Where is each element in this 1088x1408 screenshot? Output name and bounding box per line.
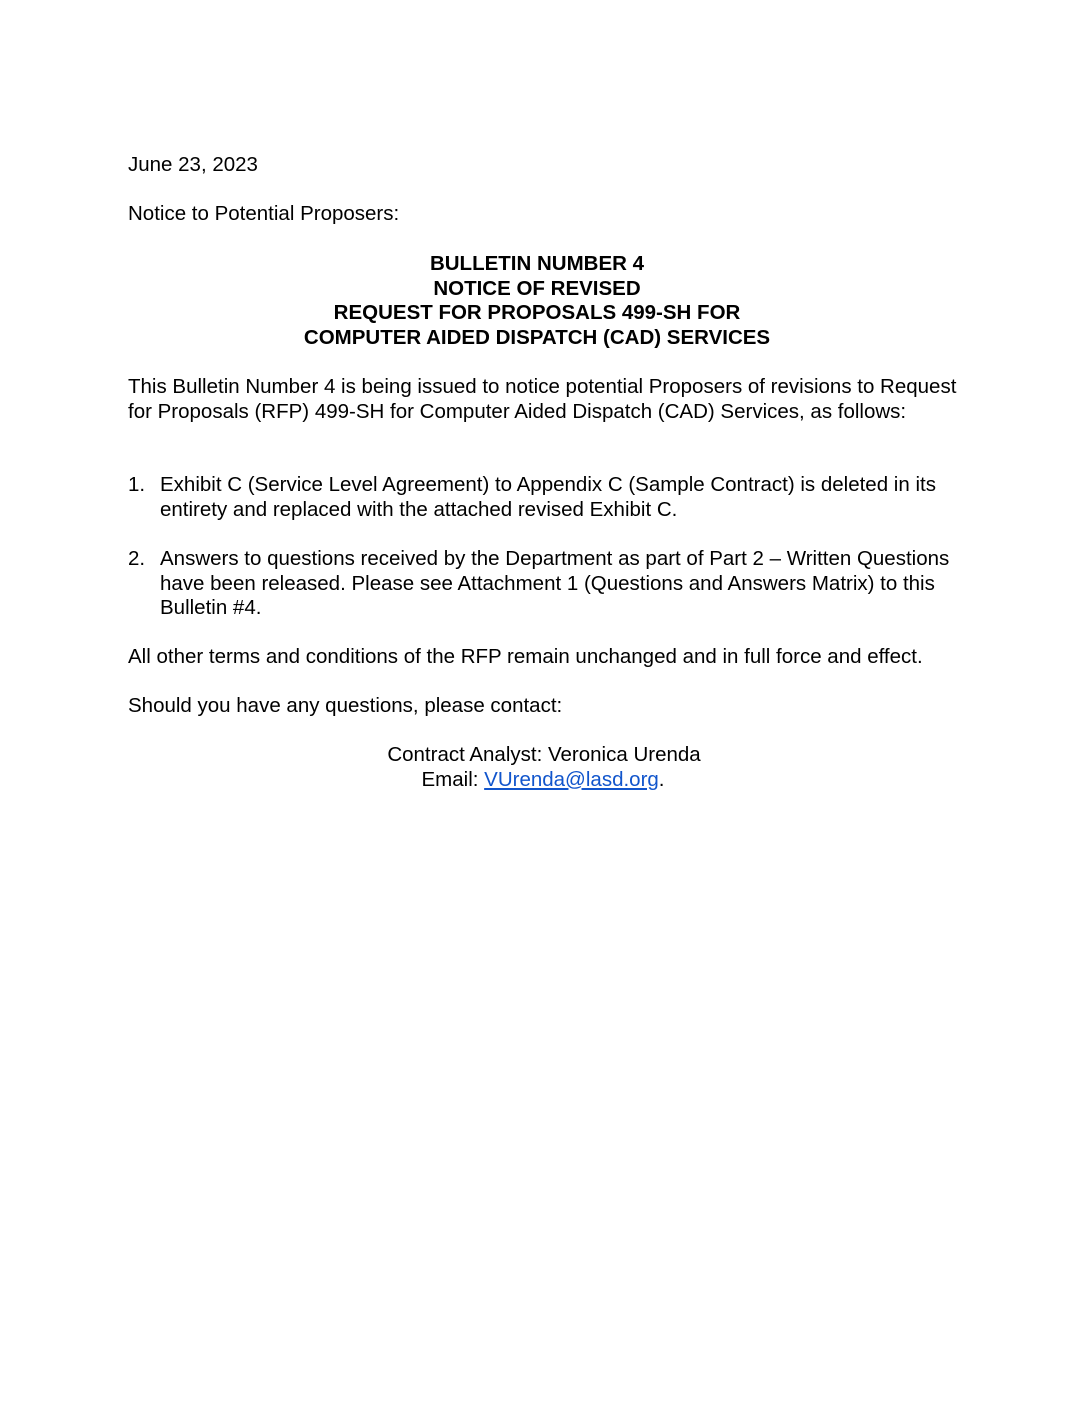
email-label: Email: (421, 767, 485, 791)
document-date: June 23, 2023 (128, 153, 258, 176)
contact-analyst: Contract Analyst: Veronica Urenda (387, 743, 701, 766)
title-line: COMPUTER AIDED DISPATCH (CAD) SERVICES (303, 325, 771, 349)
title-line: REQUEST FOR PROPOSALS 499-SH FOR (333, 301, 741, 324)
contact-prompt: Should you have any questions, please contact: (128, 694, 563, 717)
email-link[interactable]: VUrenda@lasd.org (484, 767, 659, 791)
list-item (128, 547, 958, 621)
title-line: NOTICE OF REVISED (433, 276, 641, 300)
list-item-number: 2. (128, 547, 146, 570)
list-item-text: Exhibit C (Service Level Agreement) to Appendix C (Sample Contract) is deleted in its entirety and replaced with the attached revised Exhibit C. (160, 473, 936, 521)
intro-paragraph: This Bulletin Number 4 is being issued to notice potential Proposers of revisions to Request for Proposals (RFP) 499-SH for Computer Aided Dispatch (CAD) Services, as follows: (128, 375, 957, 423)
title-line: BULLETIN NUMBER 4 (429, 252, 645, 275)
email-suffix: . (658, 767, 665, 791)
salutation: Notice to Potential Proposers: (128, 202, 400, 225)
closing-statement: All other terms and conditions of the RFP remain unchanged and in full force and effect. (128, 645, 923, 668)
contact-email-line (128, 768, 958, 793)
list-item-number: 1. (128, 473, 146, 496)
list-item-text: Answers to questions received by the Department as part of Part 2 – Written Questions have been released. Please see Attachment 1 (Questions and Answers Matrix) to this Bulletin #4. (160, 547, 950, 619)
bulletin-title (128, 252, 946, 350)
list-item (128, 473, 958, 522)
contact-block (128, 743, 958, 792)
